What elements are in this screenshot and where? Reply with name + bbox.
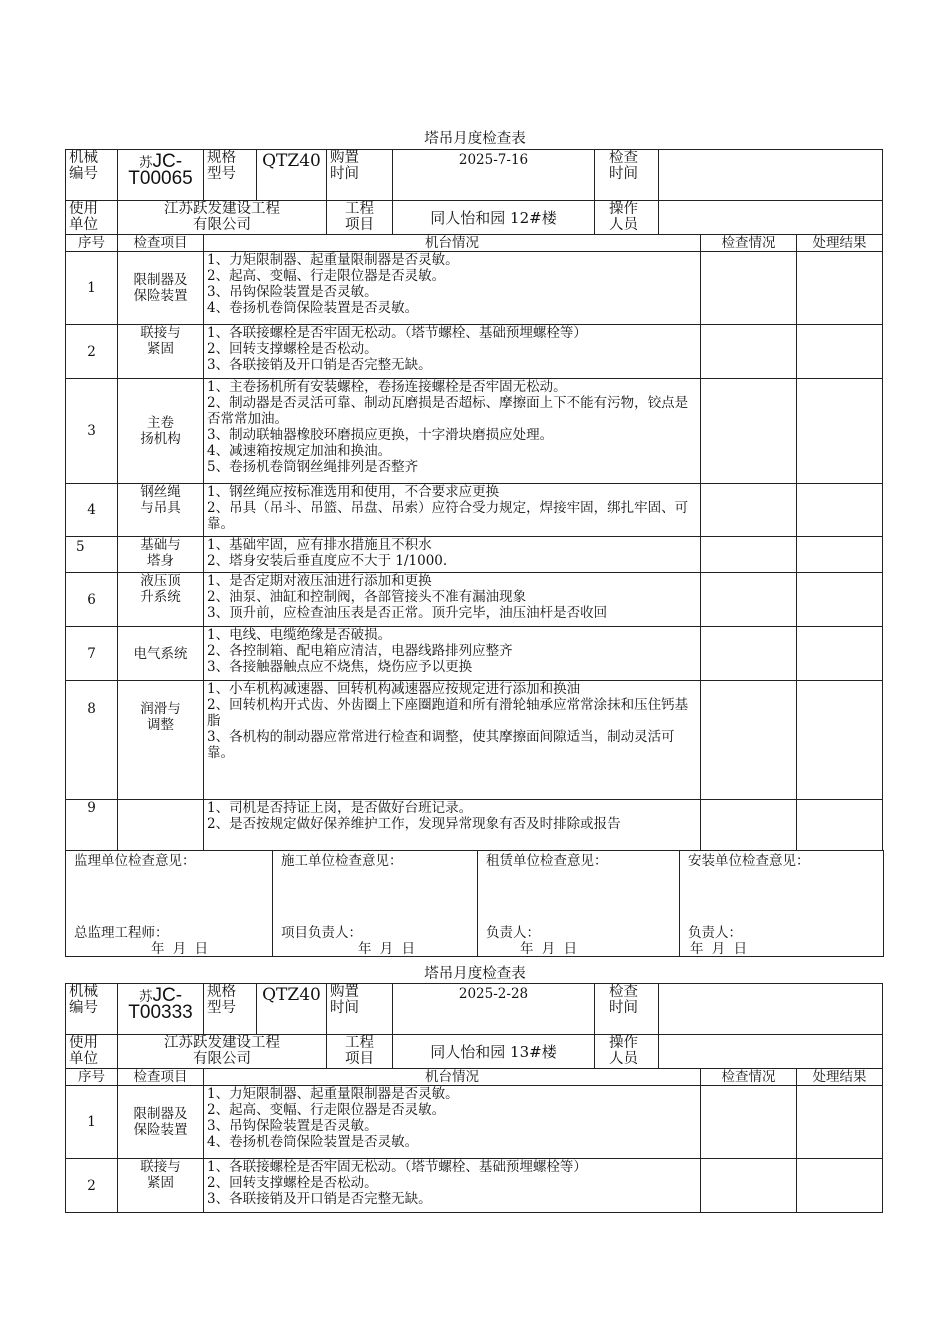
item-details: 1、力矩限制器、起重量限制器是否灵敏。 2、起高、变幅、行走限位器是否灵敏。 3、吊钩保险装置是否灵敏。 4、卷扬机卷筒保险装置是否灵敏。 bbox=[204, 252, 701, 325]
check-cell bbox=[701, 573, 797, 627]
label-project: 工程 项目 bbox=[327, 1035, 393, 1069]
signoff-leasing: 租赁单位检查意见： 负责人： 年 月 日 bbox=[478, 851, 680, 957]
label-machine-no: 机械 编号 bbox=[66, 150, 118, 201]
item-name bbox=[118, 800, 204, 851]
header-item: 检查项目 bbox=[118, 1069, 204, 1086]
item-name: 润滑与 调整 bbox=[118, 681, 204, 800]
signoff-installation: 安装单位检查意见： 负责人： 年 月 日 bbox=[680, 851, 884, 957]
header-seq: 序号 bbox=[66, 1069, 118, 1086]
item-no: 6 bbox=[66, 573, 118, 627]
label-machine-no: 机械 编号 bbox=[66, 984, 118, 1035]
header-seq: 序号 bbox=[66, 235, 118, 252]
result-cell bbox=[797, 1086, 883, 1159]
header-machine-status: 机台情况 bbox=[204, 235, 701, 252]
form-title: 塔吊月度检查表 bbox=[424, 966, 526, 982]
result-cell bbox=[797, 1159, 883, 1213]
check-cell bbox=[701, 484, 797, 537]
header-item: 检查项目 bbox=[118, 235, 204, 252]
check-cell bbox=[701, 1159, 797, 1213]
item-name: 联接与 紧固 bbox=[118, 325, 204, 379]
label-inspect-time: 检查 时间 bbox=[595, 150, 659, 201]
label-user-unit: 使用 单位 bbox=[66, 201, 118, 235]
label-purchase-time: 购置 时间 bbox=[327, 984, 393, 1035]
item-no: 2 bbox=[66, 325, 118, 379]
item-no: 7 bbox=[66, 627, 118, 681]
item-name: 限制器及 保险装置 bbox=[118, 1086, 204, 1159]
item-no: 4 bbox=[66, 484, 118, 537]
purchase-date: 2025-7-16 bbox=[393, 150, 595, 201]
header-check: 检查情况 bbox=[701, 1069, 797, 1086]
label-purchase-time: 购置 时间 bbox=[327, 150, 393, 201]
item-name: 主卷 扬机构 bbox=[118, 379, 204, 484]
model-value: QTZ40 bbox=[257, 150, 327, 201]
signoff-construction: 施工单位检查意见： 项目负责人： 年 月 日 bbox=[273, 851, 478, 957]
machine-no: 苏JC-T00065 bbox=[118, 150, 204, 201]
check-cell bbox=[701, 379, 797, 484]
item-no: 1 bbox=[66, 1086, 118, 1159]
item-details: 1、力矩限制器、起重量限制器是否灵敏。 2、起高、变幅、行走限位器是否灵敏。 3、吊钩保险装置是否灵敏。 4、卷扬机卷筒保险装置是否灵敏。 bbox=[204, 1086, 701, 1159]
form-title: 塔吊月度检查表 bbox=[424, 131, 526, 147]
item-name: 液压顶 升系统 bbox=[118, 573, 204, 627]
label-spec-model: 规格 型号 bbox=[204, 984, 257, 1035]
item-details: 1、是否定期对液压油进行添加和更换 2、油泵、油缸和控制阀，各部管接头不准有漏油现象 3、顶升前，应检查油压表是否正常。顶升完毕，油压油杆是否收回 bbox=[204, 573, 701, 627]
item-details: 1、钢丝绳应按标准选用和使用，不合要求应更换 2、吊具（吊斗、吊篮、吊盘、吊索）应符合受力规定，焊接牢固，绑扎牢固、可靠。 bbox=[204, 484, 701, 537]
result-cell bbox=[797, 537, 883, 573]
machine-no: 苏JC-T00333 bbox=[118, 984, 204, 1035]
header-result: 处理结果 bbox=[797, 1069, 883, 1086]
check-cell bbox=[701, 627, 797, 681]
check-cell bbox=[701, 537, 797, 573]
inspect-time-value bbox=[659, 150, 883, 201]
item-details: 1、各联接螺栓是否牢固无松动。（塔节螺栓、基础预埋螺栓等） 2、回转支撑螺栓是否松动。 3、各联接销及开口销是否完整无缺。 bbox=[204, 1159, 701, 1213]
label-operator: 操作 人员 bbox=[595, 201, 659, 235]
inspect-time-value bbox=[659, 984, 883, 1035]
model-value: QTZ40 bbox=[257, 984, 327, 1035]
check-cell bbox=[701, 1086, 797, 1159]
check-cell bbox=[701, 325, 797, 379]
project-value: 同人怡和园 12#楼 bbox=[393, 201, 595, 235]
label-operator: 操作 人员 bbox=[595, 1035, 659, 1069]
purchase-date: 2025-2-28 bbox=[393, 984, 595, 1035]
operator-value bbox=[659, 201, 883, 235]
item-details: 1、各联接螺栓是否牢固无松动。（塔节螺栓、基础预埋螺栓等） 2、回转支撑螺栓是否松动。 3、各联接销及开口销是否完整无缺。 bbox=[204, 325, 701, 379]
check-cell bbox=[701, 800, 797, 851]
signoff-supervisor: 监理单位检查意见： 总监理工程师： 年 月 日 bbox=[66, 851, 273, 957]
header-machine-status: 机台情况 bbox=[204, 1069, 701, 1086]
item-name: 限制器及 保险装置 bbox=[118, 252, 204, 325]
item-no: 2 bbox=[66, 1159, 118, 1213]
item-no: 1 bbox=[66, 252, 118, 325]
item-name: 基础与 塔身 bbox=[118, 537, 204, 573]
result-cell bbox=[797, 800, 883, 851]
label-inspect-time: 检查 时间 bbox=[595, 984, 659, 1035]
header-check: 检查情况 bbox=[701, 235, 797, 252]
user-unit-value: 江苏跃发建设工程 有限公司 bbox=[118, 1035, 327, 1069]
item-name: 电气系统 bbox=[118, 627, 204, 681]
item-name: 钢丝绳 与吊具 bbox=[118, 484, 204, 537]
signoff-table bbox=[65, 850, 884, 957]
result-cell bbox=[797, 252, 883, 325]
inspection-form-1 bbox=[65, 149, 883, 851]
check-cell bbox=[701, 252, 797, 325]
check-cell bbox=[701, 681, 797, 800]
result-cell bbox=[797, 325, 883, 379]
header-result: 处理结果 bbox=[797, 235, 883, 252]
result-cell bbox=[797, 573, 883, 627]
user-unit-value: 江苏跃发建设工程 有限公司 bbox=[118, 201, 327, 235]
item-details: 1、电线、电缆绝缘是否破损。 2、各控制箱、配电箱应清洁，电器线路排列应整齐 3、各接触器触点应不烧焦，烧伤应予以更换 bbox=[204, 627, 701, 681]
item-details: 1、小车机构减速器、回转机构减速器应按规定进行添加和换油 2、回转机构开式齿、外齿圈上下座圈跑道和所有滑轮轴承应常常涂抹和压住钙基脂 3、各机构的制动器应常常进行检查和调整，使其摩擦面间隙适当，制动灵活可靠。 bbox=[204, 681, 701, 800]
operator-value bbox=[659, 1035, 883, 1069]
inspection-form-2 bbox=[65, 983, 883, 1213]
item-no: 9 bbox=[66, 800, 118, 851]
project-value: 同人怡和园 13#楼 bbox=[393, 1035, 595, 1069]
result-cell bbox=[797, 484, 883, 537]
label-spec-model: 规格 型号 bbox=[204, 150, 257, 201]
item-no: 3 bbox=[66, 379, 118, 484]
label-project: 工程 项目 bbox=[327, 201, 393, 235]
item-no: 8 bbox=[66, 681, 118, 800]
result-cell bbox=[797, 681, 883, 800]
item-details: 1、司机是否持证上岗，是否做好台班记录。 2、是否按规定做好保养维护工作，发现异常现象有否及时排除或报告 bbox=[204, 800, 701, 851]
label-user-unit: 使用 单位 bbox=[66, 1035, 118, 1069]
item-details: 1、主卷扬机所有安装螺栓，卷扬连接螺栓是否牢固无松动。 2、制动器是否灵活可靠、制动瓦磨损是否超标、摩擦面上下不能有污物，铰点是否常常加油。 3、制动联轴器橡胶环磨损应更换，十字滑块磨损应处理。 4、减速箱按规定加油和换油。 5、卷扬机卷筒钢丝绳排列是否整齐 bbox=[204, 379, 701, 484]
result-cell bbox=[797, 627, 883, 681]
item-no: 5 bbox=[66, 537, 118, 573]
item-name: 联接与 紧固 bbox=[118, 1159, 204, 1213]
result-cell bbox=[797, 379, 883, 484]
item-details: 1、基础牢固，应有排水措施且不积水 2、塔身安装后垂直度应不大于 1/1000. bbox=[204, 537, 701, 573]
